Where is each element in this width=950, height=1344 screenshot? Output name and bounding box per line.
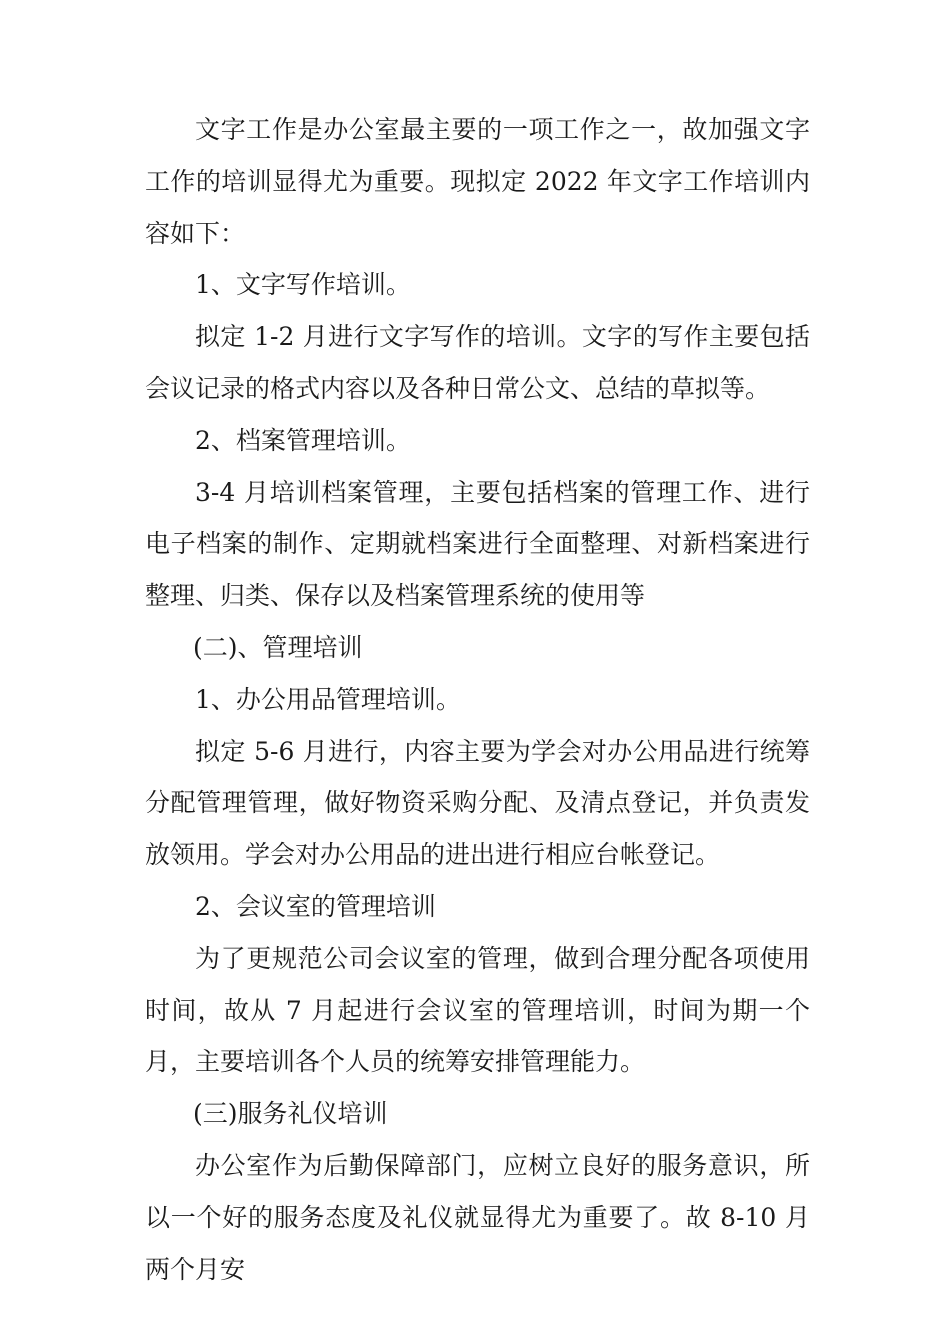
item-writing-training: 1、文字写作培训。 — [195, 270, 411, 300]
document-body — [145, 104, 810, 1295]
item-office-supplies-training: 1、办公用品管理培训。 — [195, 684, 461, 714]
paragraph-archive-training: 3-4 月培训档案管理，主要包括档案的管理工作、进行电子档案的制作、定期就档案进行全面整理、对新档案进行整理、归类、保存以及档案管理系统的使用等 — [145, 477, 810, 611]
section-management-training: (二)、管理培训 — [193, 632, 363, 662]
item-meeting-room-training: 2、会议室的管理培训 — [195, 891, 436, 921]
item-archive-training: 2、档案管理培训。 — [195, 425, 411, 455]
paragraph-writing-training: 拟定 1-2 月进行文字写作的培训。文字的写作主要包括会议记录的格式内容以及各种日常公文、总结的草拟等。 — [145, 322, 810, 403]
paragraph-meeting-room-training: 为了更规范公司会议室的管理，做到合理分配各项使用时间，故从 7 月起进行会议室的管理培训，时间为期一个月，主要培训各个人员的统筹安排管理能力。 — [145, 943, 810, 1077]
paragraph-office-supplies-training: 拟定 5-6 月进行，内容主要为学会对办公用品进行统筹分配管理管理，做好物资采购分配、及清点登记，并负责发放领用。学会对办公用品的进出进行相应台帐登记。 — [145, 736, 810, 870]
section-service-etiquette-training: (三)服务礼仪培训 — [193, 1099, 388, 1129]
paragraph-service-etiquette-training: 办公室作为后勤保障部门，应树立良好的服务意识，所以一个好的服务态度及礼仪就显得尤为重要了。故 8-10 月两个月安 — [145, 1150, 810, 1284]
paragraph-intro: 文字工作是办公室最主要的一项工作之一，故加强文字工作的培训显得尤为重要。现拟定 2022 年文字工作培训内容如下： — [145, 115, 810, 248]
